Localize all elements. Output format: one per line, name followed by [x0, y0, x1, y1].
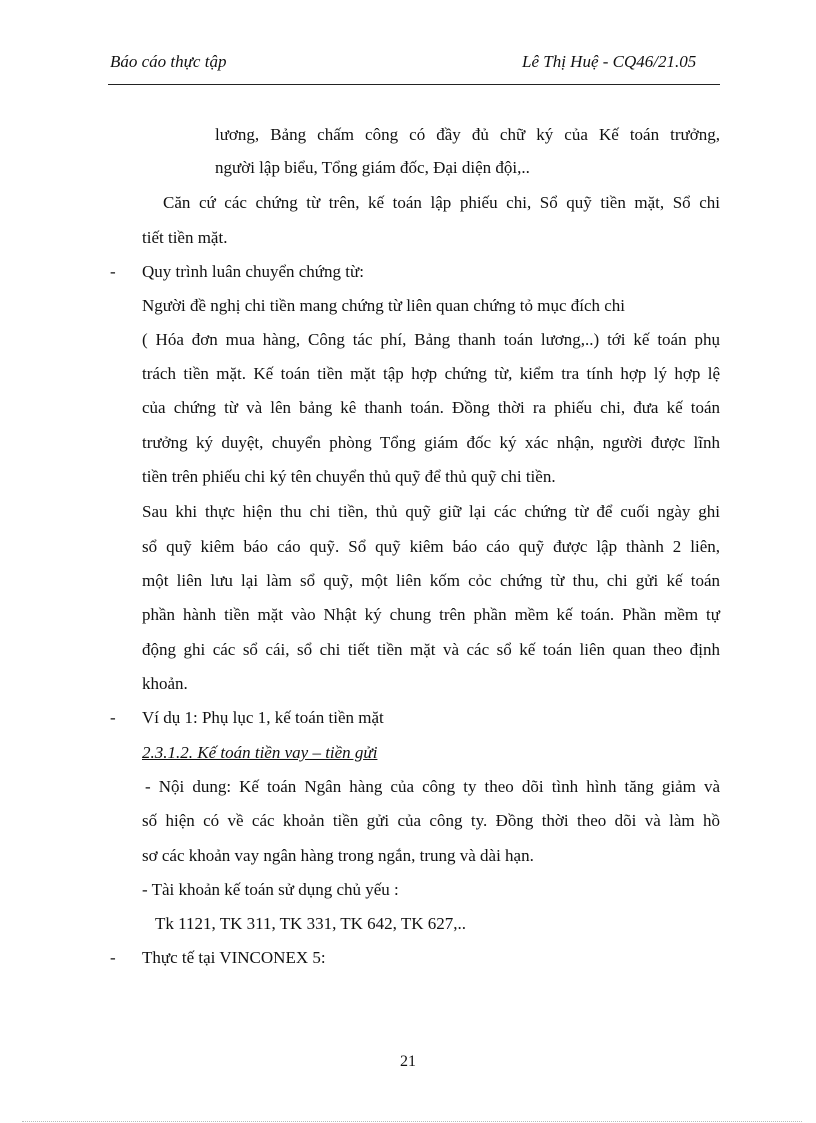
- text-line: người lập biểu, Tổng giám đốc, Đại diện đội,..: [215, 158, 530, 177]
- list-item-practice: Thực tế tại VINCONEX 5:: [142, 948, 326, 967]
- text-line: - Nội dung: Kế toán Ngân hàng của công ty theo dõi tình hình tăng giảm và: [145, 777, 720, 796]
- bullet-dash: -: [110, 262, 116, 281]
- page-number: 21: [400, 1053, 416, 1070]
- text-line: Căn cứ các chứng từ trên, kế toán lập phiếu chi, Sổ quỹ tiền mặt, Sổ chi: [163, 193, 720, 212]
- text-line: tiết tiền mặt.: [142, 228, 228, 247]
- text-line: động ghi các sổ cái, sổ chi tiết tiền mặt và các sổ kế toán liên quan theo định: [142, 640, 720, 659]
- list-item-heading: Quy trình luân chuyển chứng từ:: [142, 262, 364, 281]
- text-line: tiền trên phiếu chi ký tên chuyển thủ quỹ để thủ quỹ chi tiền.: [142, 467, 556, 486]
- bullet-dash: -: [110, 948, 116, 967]
- header-report-title: Báo cáo thực tập: [110, 52, 227, 71]
- text-line: - Tài khoản kế toán sử dụng chủ yếu :: [142, 880, 399, 899]
- text-line: Người đề nghị chi tiền mang chứng từ liên quan chứng tỏ mục đích chi: [142, 296, 626, 315]
- header-author: Lê Thị Huệ - CQ46/21.05: [522, 52, 697, 71]
- text-line: khoản.: [142, 674, 188, 693]
- text-line: sơ các khoản vay ngân hàng trong ngắn, trung và dài hạn.: [142, 846, 534, 865]
- text-line: một liên lưu lại làm sổ quỹ, một liên kốm cỏc chứng từ thu, chi gửi kế toán: [142, 571, 720, 590]
- text-line: Sau khi thực hiện thu chi tiền, thủ quỹ giữ lại các chứng từ để cuối ngày ghi: [142, 502, 720, 521]
- text-line: ( Hóa đơn mua hàng, Công tác phí, Bảng thanh toán lương,..) tới kế toán phụ: [142, 330, 720, 349]
- text-line: trách tiền mặt. Kế toán tiền mặt tập hợp chứng từ, kiểm tra tính hợp lý hợp lệ: [142, 364, 720, 383]
- section-heading: 2.3.1.2. Kế toán tiền vay – tiền gửi: [142, 743, 378, 762]
- text-line: số hiện có về các khoản tiền gửi của công ty. Đồng thời theo dõi và làm hồ: [142, 811, 720, 830]
- header-rule: [108, 84, 720, 85]
- account-list: Tk 1121, TK 311, TK 331, TK 642, TK 627,..: [155, 914, 467, 933]
- page-bottom-border: [22, 1121, 802, 1122]
- text-line: của chứng từ và lên bảng kê thanh toán. Đồng thời ra phiếu chi, đưa kế toán: [142, 398, 720, 417]
- text-line: sổ quỹ kiêm báo cáo quỹ. Sổ quỹ kiêm báo cáo quỹ được lập thành 2 liên,: [142, 537, 720, 556]
- bullet-dash: -: [110, 708, 116, 727]
- text-line: lương, Bảng chấm công có đầy đủ chữ ký của Kế toán trưởng,: [215, 125, 720, 144]
- list-item-example: Ví dụ 1: Phụ lục 1, kế toán tiền mặt: [142, 708, 384, 727]
- text-line: phần hành tiền mặt vào Nhật ký chung trên phần mềm kế toán. Phần mềm tự: [142, 605, 720, 624]
- text-line: trưởng ký duyệt, chuyển phòng Tổng giám đốc ký xác nhận, người được lĩnh: [142, 433, 720, 452]
